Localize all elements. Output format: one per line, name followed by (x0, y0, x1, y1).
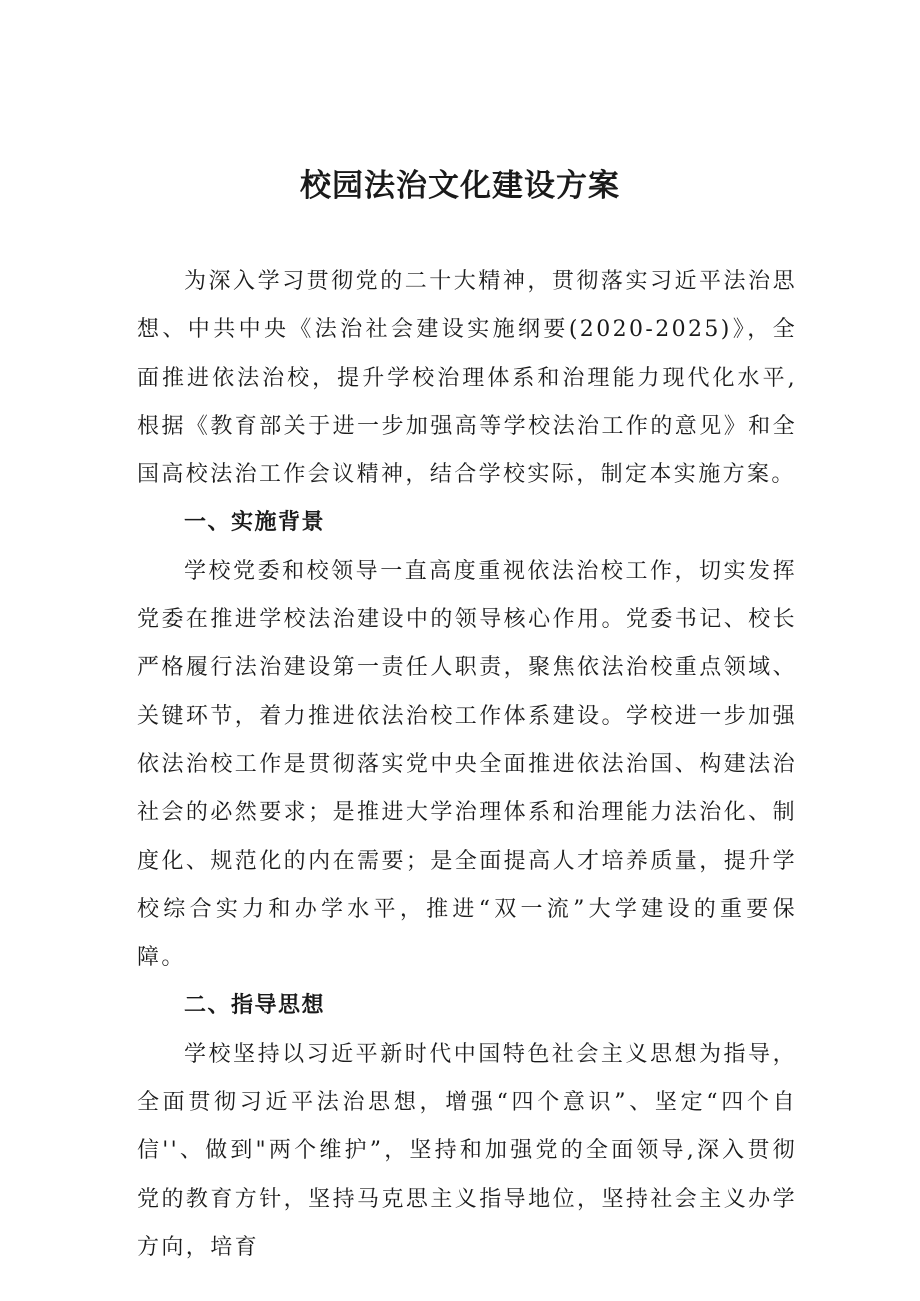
background-paragraph: 学校党委和校领导一直高度重视依法治校工作，切实发挥党委在推进学校法治建设中的领导核心作用。党委书记、校长严格履行法治建设第一责任人职责，聚焦依法治校重点领域、关键环节，着力推进依法治校工作体系建设。学校进一步加强依法治校工作是贯彻落实党中央全面推进依法治国、构建法治社会的必然要求；是推进大学治理体系和治理能力法治化、制度化、规范化的内在需要；是全面提高人才培养质量，提升学校综合实力和办学水平，推进“双一流”大学建设的重要保障。 (137, 558, 797, 971)
guiding-thought-paragraph: 学校坚持以习近平新时代中国特色社会主义思想为指导，全面贯彻习近平法治思想，增强“四个意识”、坚定“四个自信''、做到"两个维护”，坚持和加强党的全面领导,深入贯彻党的教育方针，坚持马克思主义指导地位，坚持社会主义办学方向，培育 (137, 1041, 797, 1260)
document-title: 校园法治文化建设方案 (300, 168, 620, 204)
document-body (137, 258, 797, 1272)
section-heading-guiding-thought: 二、指导思想 (184, 993, 326, 1019)
section-heading-background: 一、实施背景 (184, 510, 326, 536)
intro-paragraph: 为深入学习贯彻党的二十大精神，贯彻落实习近平法治思想、中共中央《法治社会建设实施纲要(2020-2025)》，全面推进依法治校，提升学校治理体系和治理能力现代化水平,根据《教育部关于进一步加强高等学校法治工作的意见》和全国高校法治工作会议精神，结合学校实际，制定本实施方案。 (137, 269, 797, 488)
